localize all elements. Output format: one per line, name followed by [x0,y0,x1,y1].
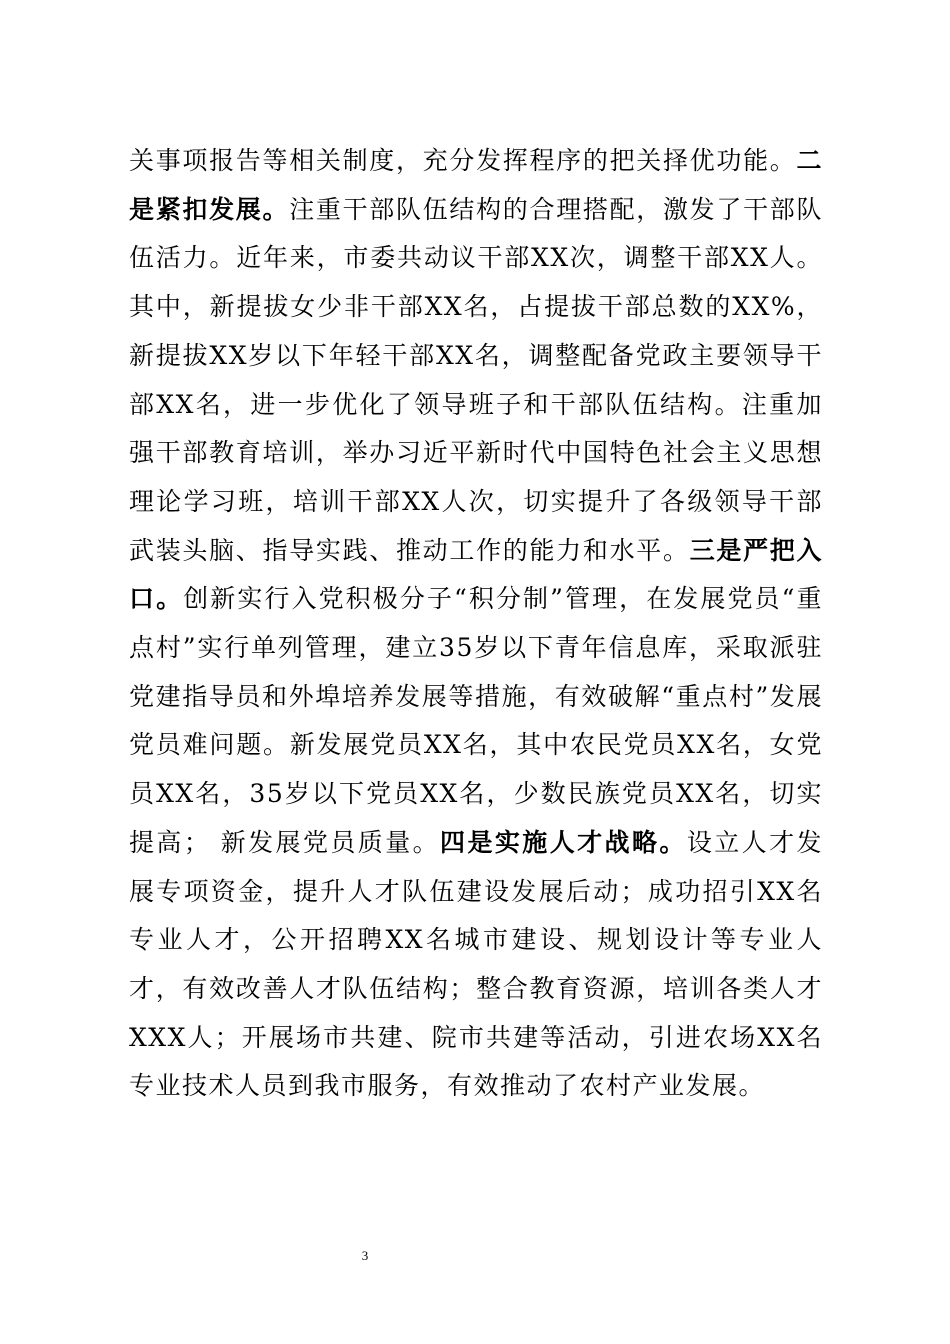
paragraph-text: 创新实行入党积极分子“积分制”管理，在发展党员“重点村”实行单列管理，建立35岁以下青年信息库，采取派驻党建指导员和外埠培养发展等措施，有效破解“重点村”发展党员难问题。新发展党员XX名，其中农民党员XX名，女党员XX名，35岁以下党员XX名，少数民族党员XX名，切实提高； 新发展党员质量。 [129,584,823,857]
bold-heading-second: 二是紧扣发展。 [129,146,823,224]
paragraph-text: 注重干部队伍结构的合理搭配，激发了干部队伍活力。近年来，市委共动议干部XX次，调整干部XX人。其中，新提拔女少非干部XX名，占提拔干部总数的XX%，新提拔XX岁以下年轻干部XX名，调整配备党政主要领导干部XX名，进一步优化了领导班子和干部队伍结构。注重加强干部教育培训，举办习近平新时代中国特色社会主义思想理论学习班，培训干部XX人次，切实提升了各级领导干部武装头脑、指导实践、推动工作的能力和水平。 [129,194,823,565]
paragraph-text: 设立人才发展专项资金，提升人才队伍建设发展后动；成功招引XX名专业人才，公开招聘XX名城市建设、规划设计等专业人才，有效改善人才队伍结构；整合教育资源，培训各类人才XXX人；开展场市共建、院市共建等活动，引进农场XX名专业技术人员到我市服务，有效推动了农村产业发展。 [129,827,823,1101]
bold-heading-fourth: 四是实施人才战略。 [440,827,687,857]
paragraph-text: 关事项报告等相关制度，充分发挥程序的把关择优功能。 [129,146,797,175]
page-number: 3 [361,1248,369,1263]
bold-heading-third: 三是严把入口。 [129,535,823,614]
body-paragraph [129,137,823,1111]
